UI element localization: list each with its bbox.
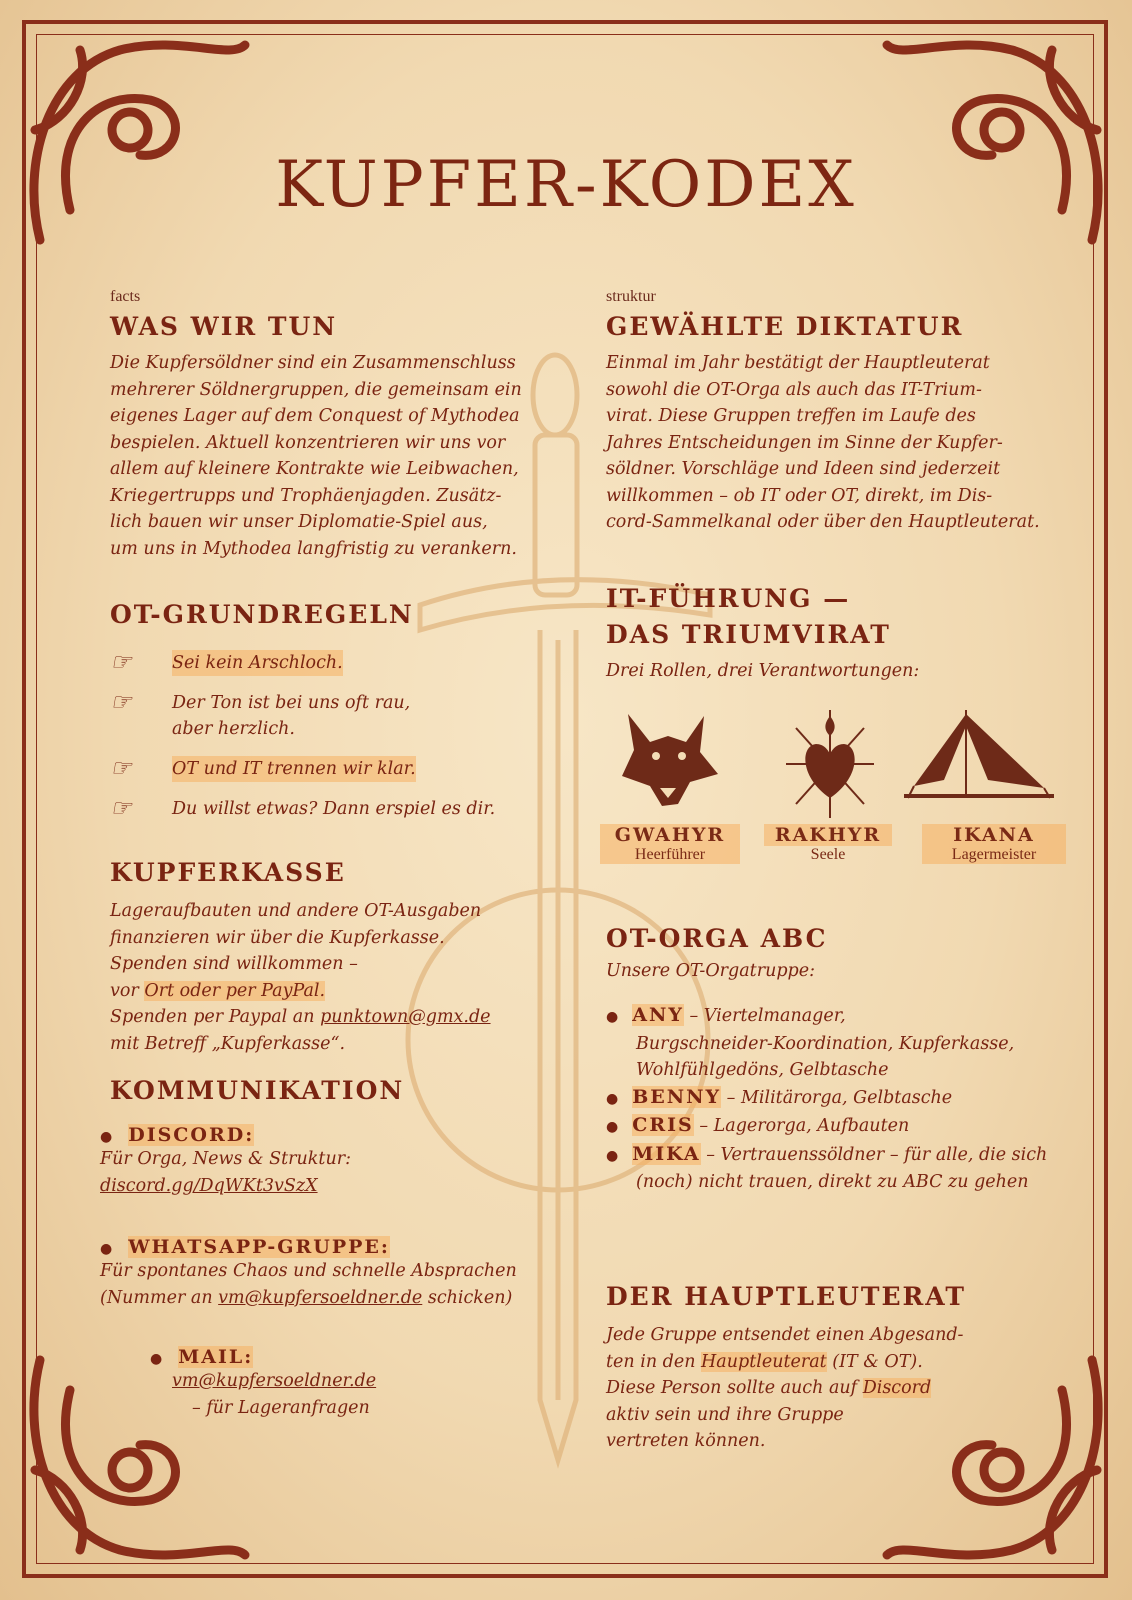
facts-line: um uns in Mythodea langfristig zu verankern. bbox=[110, 538, 517, 559]
list-item: ● BENNY – Militärorga, Gelbtasche bbox=[606, 1085, 953, 1108]
paypal-email-link[interactable]: punktown@gmx.de bbox=[320, 1007, 491, 1027]
pointing-hand-icon: ☞ bbox=[110, 688, 132, 716]
list-item: ● MIKA – Vertrauenssöldner – für alle, die sich bbox=[606, 1142, 1048, 1165]
kasse-body: Lageraufbauten und andere OT-Ausgaben finanzieren wir über die Kupferkasse. Spenden sind willkommen – vor Ort oder per PayPal. Spenden per Paypal an punktown@gmx.de mit Betreff „Kupferkasse“. bbox=[110, 901, 491, 1054]
komm-heading: KOMMUNIKATION bbox=[110, 1076, 405, 1105]
facts-line: Kriegertrupps und Trophäenjagden. Zusätz- bbox=[110, 485, 502, 506]
corner-ornament-top-left bbox=[10, 10, 260, 260]
pointing-hand-icon: ☞ bbox=[110, 794, 132, 822]
pointing-hand-icon: ☞ bbox=[110, 754, 132, 782]
facts-body bbox=[110, 350, 550, 562]
role-ikana: IKANA Lagermeister bbox=[922, 824, 1066, 864]
bullet-icon: ● bbox=[606, 1119, 619, 1135]
bullet-icon: ● bbox=[606, 1147, 619, 1164]
rule-item: ☞ Sei kein Arschloch. bbox=[110, 648, 343, 676]
wolf-icon bbox=[612, 708, 724, 812]
mail-link[interactable]: vm@kupfersoeldner.de bbox=[172, 1371, 377, 1391]
corner-ornament-top-right bbox=[872, 10, 1122, 260]
facts-heading: WAS WIR TUN bbox=[110, 312, 338, 341]
struktur-heading: GEWÄHLTE DIKTATUR bbox=[606, 312, 964, 341]
discord-link[interactable]: discord.gg/DqWKt3vSzX bbox=[100, 1175, 318, 1196]
sacred-heart-icon bbox=[782, 700, 878, 820]
tent-icon bbox=[904, 708, 1054, 808]
rule-item: ☞ Du willst etwas? Dann erspiel es dir. bbox=[110, 794, 496, 822]
it-heading-1: IT-FÜHRUNG — bbox=[606, 584, 851, 613]
orga-heading: OT-ORGA ABC bbox=[606, 924, 828, 953]
struktur-body: Einmal im Jahr bestätigt der Hauptleuterat sowohl die OT-Orga als auch das IT-Trium- virat. Diese Gruppen treffen im Laufe des Jahres Entscheidungen im Sinne der Kupfer- söldner. Vorschläge und Ideen sind jederzeit willkommen – ob IT oder OT, direkt, im Dis- cord-Sammelkanal oder über den Hauptleuterat. bbox=[606, 353, 1040, 532]
bullet-icon: ● bbox=[606, 1009, 619, 1025]
struktur-kicker: struktur bbox=[606, 288, 656, 305]
facts-line: eigenes Lager auf dem Conquest of Mythodea bbox=[110, 406, 520, 426]
facts-line: mehrerer Söldnergruppen, die gemeinsam ein bbox=[110, 379, 522, 400]
bullet-icon: ● bbox=[100, 1241, 115, 1257]
facts-line: Die Kupfersöldner sind ein Zusammenschluss bbox=[110, 353, 516, 373]
rat-heading: DER HAUPTLEUTERAT bbox=[606, 1282, 966, 1311]
bullet-icon: ● bbox=[150, 1351, 165, 1367]
bullet-icon: ● bbox=[100, 1129, 115, 1145]
rules-list bbox=[110, 650, 550, 822]
rules-heading: OT-GRUNDREGELN bbox=[110, 600, 414, 629]
rat-body: Jede Gruppe entsendet einen Abgesand- ten in den Hauptleuterat (IT & OT). Diese Person sollte auch auf Discord aktiv sein und ihre Gruppe vertreten können. bbox=[606, 1325, 964, 1451]
facts-line: allem auf kleinere Kontrakte wie Leibwachen, bbox=[110, 459, 519, 479]
mail-block: ● MAIL: vm@kupfersoeldner.de – für Lageranfragen bbox=[150, 1346, 490, 1421]
orga-list: ● ANY – Viertelmanager, Burgschneider-Koordination, Kupferkasse, Wohlfühlgedöns, Gelbtasche ● BENNY – Militärorga, Gelbtasche ● CRIS – Lagerorga, Aufbauten ● MIKA – Vertrauenssöldner – für alle, die sich (noch) nicht trauen, direkt zu ABC zu gehen bbox=[606, 1002, 1076, 1196]
list-item: ● CRIS – Lagerorga, Aufbauten bbox=[606, 1114, 910, 1136]
it-heading-2: DAS TRIUMVIRAT bbox=[606, 620, 891, 649]
rule-item: ☞ OT und IT trennen wir klar. bbox=[110, 754, 416, 782]
whatsapp-email-link[interactable]: vm@kupfersoeldner.de bbox=[218, 1287, 423, 1308]
page-title: KUPFER-KODEX bbox=[275, 148, 857, 222]
discord-block: ● DISCORD: Für Orga, News & Struktur: discord.gg/DqWKt3vSzX bbox=[100, 1124, 560, 1199]
facts-line: bespielen. Aktuell konzentrieren wir uns vor bbox=[110, 432, 506, 453]
facts-kicker: facts bbox=[110, 288, 141, 305]
kasse-heading: KUPFERKASSE bbox=[110, 858, 346, 887]
rule-item: ☞ Der Ton ist bei uns oft rau, aber herzlich. bbox=[110, 688, 411, 739]
list-item: ● ANY – Viertelmanager, bbox=[606, 1004, 846, 1026]
pointing-hand-icon: ☞ bbox=[110, 648, 132, 676]
role-rakhyr: RAKHYR Seele bbox=[764, 824, 892, 864]
whatsapp-block: ● WHATSAPP-GRUPPE: Für spontanes Chaos und schnelle Absprachen (Nummer an vm@kupfersoeldner.de schicken) bbox=[100, 1236, 517, 1308]
it-subtitle: Drei Rollen, drei Verantwortungen: bbox=[606, 661, 920, 681]
facts-line: lich bauen wir unser Diplomatie-Spiel aus, bbox=[110, 512, 488, 532]
orga-subtitle: Unsere OT-Orgatruppe: bbox=[606, 961, 815, 981]
bullet-icon: ● bbox=[606, 1090, 619, 1107]
role-gwahyr: GWAHYR Heerführer bbox=[600, 824, 740, 864]
